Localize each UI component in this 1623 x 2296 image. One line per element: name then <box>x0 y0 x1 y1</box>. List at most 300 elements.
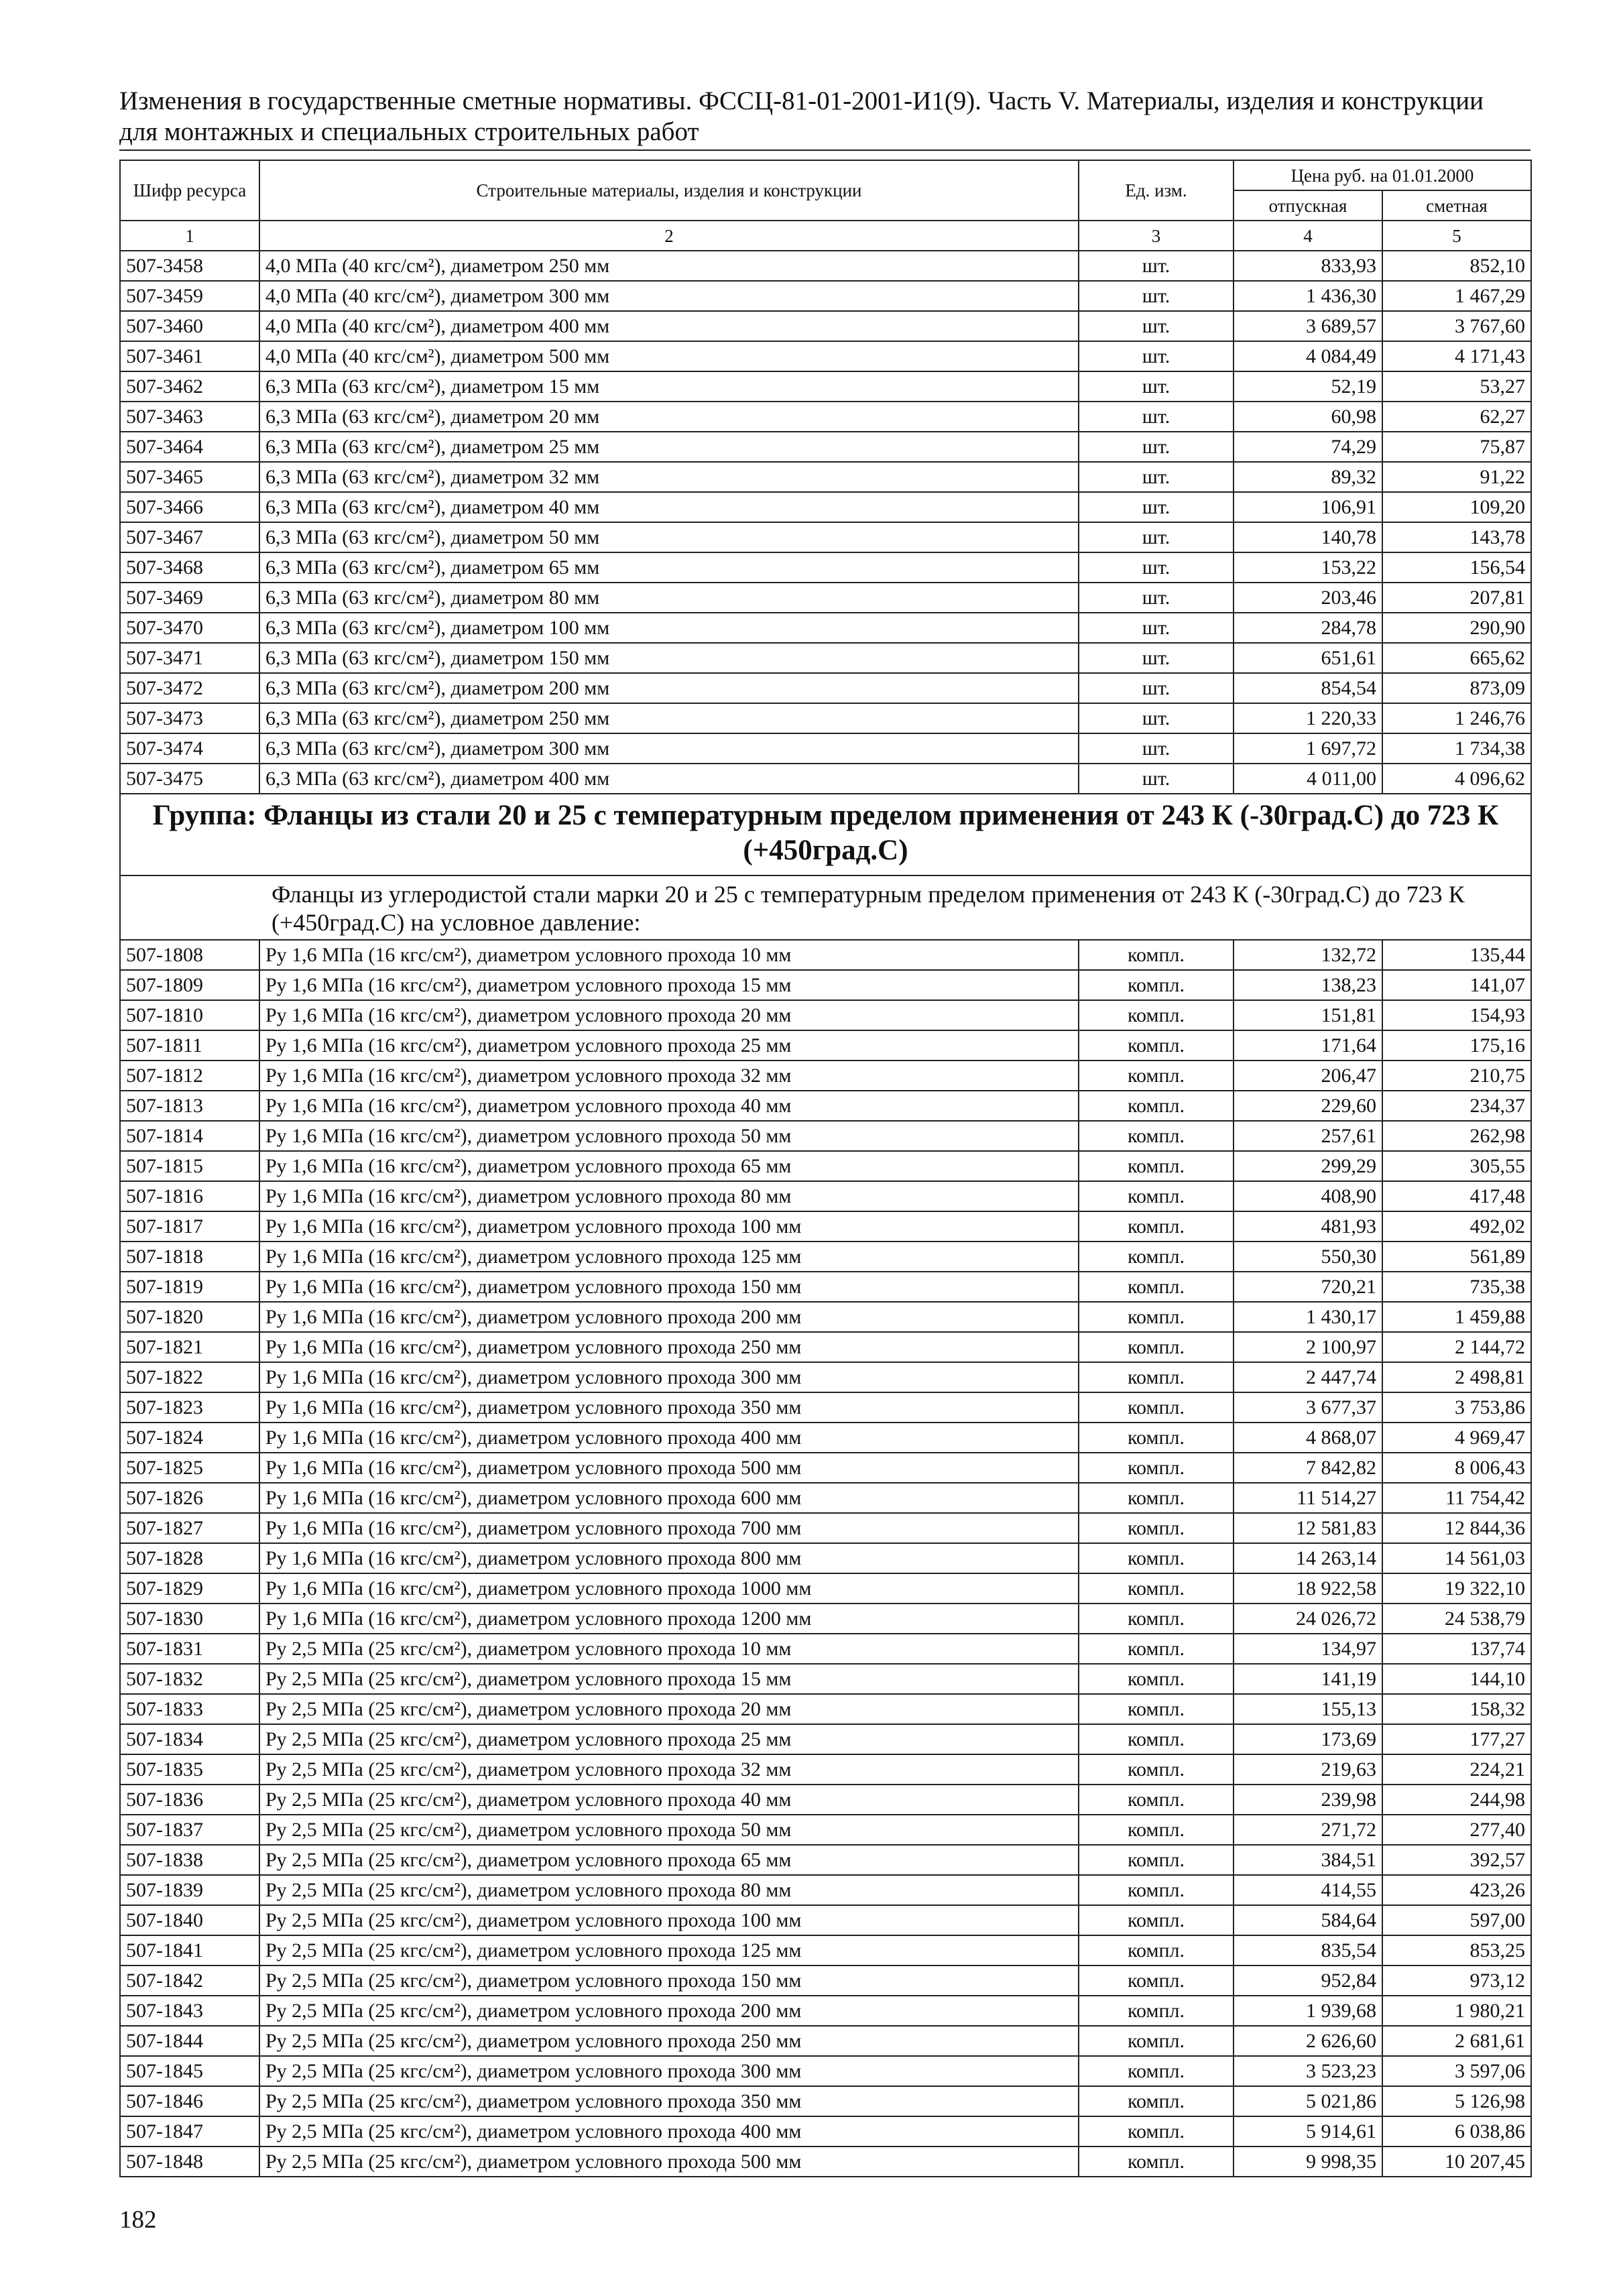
cell-wholesale-price: 4 011,00 <box>1234 764 1382 794</box>
cell-code: 507-1848 <box>120 2147 259 2177</box>
cell-wholesale-price: 4 084,49 <box>1234 341 1382 371</box>
table-row <box>120 1815 1531 1845</box>
table-row <box>120 1966 1531 1996</box>
cell-estimate-price: 19 322,10 <box>1382 1573 1531 1604</box>
cell-code: 507-1819 <box>120 1272 259 1302</box>
table-row <box>120 1664 1531 1694</box>
cell-code: 507-1830 <box>120 1604 259 1634</box>
cell-estimate-price: 597,00 <box>1382 1905 1531 1935</box>
cell-unit: шт. <box>1079 492 1234 522</box>
cell-wholesale-price: 18 922,58 <box>1234 1573 1382 1604</box>
cell-code: 507-3471 <box>120 643 259 673</box>
cell-unit: компл. <box>1079 1905 1234 1935</box>
table-row <box>120 1875 1531 1905</box>
table-row <box>120 1121 1531 1151</box>
table-row <box>120 1573 1531 1604</box>
group-section <box>120 794 1531 940</box>
cell-unit: компл. <box>1079 2056 1234 2086</box>
cell-wholesale-price: 229,60 <box>1234 1091 1382 1121</box>
cell-unit: компл. <box>1079 1000 1234 1030</box>
cell-wholesale-price: 2 447,74 <box>1234 1362 1382 1392</box>
cell-wholesale-price: 219,63 <box>1234 1754 1382 1785</box>
cell-unit: компл. <box>1079 1030 1234 1061</box>
cell-name: 6,3 МПа (63 кгс/см²), диаметром 300 мм <box>259 733 1079 764</box>
cell-code: 507-1823 <box>120 1392 259 1423</box>
table-row <box>120 703 1531 733</box>
cell-unit: компл. <box>1079 1483 1234 1513</box>
table-row <box>120 402 1531 432</box>
cell-name: 6,3 МПа (63 кгс/см²), диаметром 50 мм <box>259 522 1079 552</box>
cell-name: Ру 2,5 МПа (25 кгс/см²), диаметром условного прохода 400 мм <box>259 2116 1079 2147</box>
table-row <box>120 970 1531 1000</box>
cell-name: Ру 1,6 МПа (16 кгс/см²), диаметром условного прохода 1000 мм <box>259 1573 1079 1604</box>
cell-unit: компл. <box>1079 970 1234 1000</box>
cell-wholesale-price: 24 026,72 <box>1234 1604 1382 1634</box>
column-number: 1 <box>120 221 259 251</box>
cell-code: 507-3466 <box>120 492 259 522</box>
cell-estimate-price: 175,16 <box>1382 1030 1531 1061</box>
cell-name: Ру 2,5 МПа (25 кгс/см²), диаметром условного прохода 300 мм <box>259 2056 1079 2086</box>
cell-estimate-price: 143,78 <box>1382 522 1531 552</box>
cell-code: 507-1834 <box>120 1724 259 1754</box>
cell-wholesale-price: 550,30 <box>1234 1242 1382 1272</box>
column-header-name: Строительные материалы, изделия и конструкции <box>259 160 1079 221</box>
cell-estimate-price: 24 538,79 <box>1382 1604 1531 1634</box>
table-row <box>120 1483 1531 1513</box>
cell-name: 6,3 МПа (63 кгс/см²), диаметром 80 мм <box>259 583 1079 613</box>
cell-estimate-price: 10 207,45 <box>1382 2147 1531 2177</box>
cell-estimate-price: 11 754,42 <box>1382 1483 1531 1513</box>
cell-name: 6,3 МПа (63 кгс/см²), диаметром 400 мм <box>259 764 1079 794</box>
cell-name: Ру 1,6 МПа (16 кгс/см²), диаметром условного прохода 65 мм <box>259 1151 1079 1181</box>
cell-code: 507-1822 <box>120 1362 259 1392</box>
cell-unit: компл. <box>1079 1242 1234 1272</box>
cell-estimate-price: 177,27 <box>1382 1724 1531 1754</box>
cell-code: 507-1844 <box>120 2026 259 2056</box>
cell-estimate-price: 141,07 <box>1382 970 1531 1000</box>
cell-wholesale-price: 132,72 <box>1234 940 1382 970</box>
table-row <box>120 1423 1531 1453</box>
cell-estimate-price: 244,98 <box>1382 1785 1531 1815</box>
cell-unit: шт. <box>1079 402 1234 432</box>
cell-unit: компл. <box>1079 1392 1234 1423</box>
cell-unit: компл. <box>1079 1061 1234 1091</box>
cell-wholesale-price: 141,19 <box>1234 1664 1382 1694</box>
cell-unit: компл. <box>1079 1543 1234 1573</box>
cell-unit: компл. <box>1079 1875 1234 1905</box>
column-number: 5 <box>1382 221 1531 251</box>
cell-code: 507-1831 <box>120 1634 259 1664</box>
cell-unit: компл. <box>1079 1423 1234 1453</box>
cell-code: 507-1838 <box>120 1845 259 1875</box>
table-row <box>120 1453 1531 1483</box>
cell-estimate-price: 423,26 <box>1382 1875 1531 1905</box>
cell-estimate-price: 210,75 <box>1382 1061 1531 1091</box>
cell-name: Ру 1,6 МПа (16 кгс/см²), диаметром условного прохода 40 мм <box>259 1091 1079 1121</box>
cell-unit: компл. <box>1079 1845 1234 1875</box>
cell-code: 507-1843 <box>120 1996 259 2026</box>
cell-estimate-price: 392,57 <box>1382 1845 1531 1875</box>
cell-wholesale-price: 2 626,60 <box>1234 2026 1382 2056</box>
cell-code: 507-1812 <box>120 1061 259 1091</box>
cell-name: 6,3 МПа (63 кгс/см²), диаметром 250 мм <box>259 703 1079 733</box>
cell-unit: компл. <box>1079 1694 1234 1724</box>
cell-code: 507-3475 <box>120 764 259 794</box>
cell-name: Ру 1,6 МПа (16 кгс/см²), диаметром условного прохода 150 мм <box>259 1272 1079 1302</box>
table-row <box>120 583 1531 613</box>
cell-estimate-price: 12 844,36 <box>1382 1513 1531 1543</box>
cell-code: 507-1840 <box>120 1905 259 1935</box>
cell-unit: компл. <box>1079 1634 1234 1664</box>
cell-unit: компл. <box>1079 1966 1234 1996</box>
cell-wholesale-price: 833,93 <box>1234 251 1382 281</box>
cell-code: 507-3472 <box>120 673 259 703</box>
cell-estimate-price: 234,37 <box>1382 1091 1531 1121</box>
cell-name: Ру 2,5 МПа (25 кгс/см²), диаметром условного прохода 80 мм <box>259 1875 1079 1905</box>
cell-unit: шт. <box>1079 673 1234 703</box>
cell-name: Ру 1,6 МПа (16 кгс/см²), диаметром условного прохода 125 мм <box>259 1242 1079 1272</box>
cell-wholesale-price: 239,98 <box>1234 1785 1382 1815</box>
cell-wholesale-price: 52,19 <box>1234 371 1382 402</box>
cell-estimate-price: 156,54 <box>1382 552 1531 583</box>
cell-unit: шт. <box>1079 341 1234 371</box>
cell-code: 507-3460 <box>120 311 259 341</box>
cell-name: Ру 1,6 МПа (16 кгс/см²), диаметром условного прохода 1200 мм <box>259 1604 1079 1634</box>
page-number: 182 <box>119 2206 157 2234</box>
table-row <box>120 492 1531 522</box>
cell-name: Ру 1,6 МПа (16 кгс/см²), диаметром условного прохода 32 мм <box>259 1061 1079 1091</box>
cell-code: 507-1827 <box>120 1513 259 1543</box>
cell-code: 507-1814 <box>120 1121 259 1151</box>
cell-unit: шт. <box>1079 432 1234 462</box>
cell-estimate-price: 853,25 <box>1382 1935 1531 1966</box>
cell-wholesale-price: 3 689,57 <box>1234 311 1382 341</box>
cell-estimate-price: 144,10 <box>1382 1664 1531 1694</box>
cell-name: Ру 1,6 МПа (16 кгс/см²), диаметром условного прохода 500 мм <box>259 1453 1079 1483</box>
cell-wholesale-price: 271,72 <box>1234 1815 1382 1845</box>
cell-wholesale-price: 284,78 <box>1234 613 1382 643</box>
cell-unit: компл. <box>1079 1362 1234 1392</box>
table-row <box>120 764 1531 794</box>
cell-name: 4,0 МПа (40 кгс/см²), диаметром 400 мм <box>259 311 1079 341</box>
cell-wholesale-price: 11 514,27 <box>1234 1483 1382 1513</box>
cell-code: 507-1841 <box>120 1935 259 1966</box>
cell-name: Ру 1,6 МПа (16 кгс/см²), диаметром условного прохода 250 мм <box>259 1332 1079 1362</box>
cell-estimate-price: 4 171,43 <box>1382 341 1531 371</box>
cell-wholesale-price: 14 263,14 <box>1234 1543 1382 1573</box>
cell-unit: шт. <box>1079 764 1234 794</box>
cell-name: Ру 2,5 МПа (25 кгс/см²), диаметром условного прохода 40 мм <box>259 1785 1079 1815</box>
cell-unit: компл. <box>1079 1724 1234 1754</box>
cell-code: 507-3467 <box>120 522 259 552</box>
cell-unit: компл. <box>1079 1302 1234 1332</box>
table-row <box>120 613 1531 643</box>
cell-unit: шт. <box>1079 251 1234 281</box>
column-header-estimate: сметная <box>1382 190 1531 221</box>
cell-code: 507-1808 <box>120 940 259 970</box>
table-row <box>120 1513 1531 1543</box>
table-row <box>120 1091 1531 1121</box>
cell-name: Ру 2,5 МПа (25 кгс/см²), диаметром условного прохода 50 мм <box>259 1815 1079 1845</box>
column-number: 4 <box>1234 221 1382 251</box>
cell-unit: компл. <box>1079 1935 1234 1966</box>
cell-code: 507-3468 <box>120 552 259 583</box>
cell-estimate-price: 158,32 <box>1382 1694 1531 1724</box>
table-row <box>120 1272 1531 1302</box>
cell-name: Ру 1,6 МПа (16 кгс/см²), диаметром условного прохода 800 мм <box>259 1543 1079 1573</box>
table-row <box>120 1694 1531 1724</box>
table-row <box>120 1362 1531 1392</box>
cell-wholesale-price: 584,64 <box>1234 1905 1382 1935</box>
cell-name: Ру 2,5 МПа (25 кгс/см²), диаметром условного прохода 65 мм <box>259 1845 1079 1875</box>
cell-estimate-price: 135,44 <box>1382 940 1531 970</box>
cell-wholesale-price: 1 220,33 <box>1234 703 1382 733</box>
cell-unit: компл. <box>1079 2026 1234 2056</box>
table-row <box>120 1935 1531 1966</box>
cell-estimate-price: 262,98 <box>1382 1121 1531 1151</box>
cell-estimate-price: 224,21 <box>1382 1754 1531 1785</box>
cell-unit: компл. <box>1079 1785 1234 1815</box>
cell-unit: шт. <box>1079 552 1234 583</box>
cell-unit: компл. <box>1079 2086 1234 2116</box>
cell-estimate-price: 2 144,72 <box>1382 1332 1531 1362</box>
cell-wholesale-price: 408,90 <box>1234 1181 1382 1211</box>
table-row <box>120 673 1531 703</box>
page-header: Изменения в государственные сметные нормативы. ФССЦ-81-01-2001-И1(9). Часть V. Материалы, изделия и конструкции для монтажных и специальных строительных работ <box>119 86 1484 146</box>
cell-name: Ру 2,5 МПа (25 кгс/см²), диаметром условного прохода 150 мм <box>259 1966 1079 1996</box>
cell-name: Ру 2,5 МПа (25 кгс/см²), диаметром условного прохода 20 мм <box>259 1694 1079 1724</box>
cell-unit: компл. <box>1079 1453 1234 1483</box>
cell-name: Ру 2,5 МПа (25 кгс/см²), диаметром условного прохода 100 мм <box>259 1905 1079 1935</box>
cell-name: Ру 1,6 МПа (16 кгс/см²), диаметром условного прохода 25 мм <box>259 1030 1079 1061</box>
cell-unit: компл. <box>1079 1604 1234 1634</box>
cell-name: Ру 2,5 МПа (25 кгс/см²), диаметром условного прохода 15 мм <box>259 1664 1079 1694</box>
cell-unit: компл. <box>1079 1513 1234 1543</box>
cell-estimate-price: 873,09 <box>1382 673 1531 703</box>
cell-code: 507-1826 <box>120 1483 259 1513</box>
cell-code: 507-1825 <box>120 1453 259 1483</box>
cell-estimate-price: 137,74 <box>1382 1634 1531 1664</box>
cell-name: Ру 1,6 МПа (16 кгс/см²), диаметром условного прохода 10 мм <box>259 940 1079 970</box>
cell-unit: компл. <box>1079 2116 1234 2147</box>
cell-name: 6,3 МПа (63 кгс/см²), диаметром 20 мм <box>259 402 1079 432</box>
cell-name: 6,3 МПа (63 кгс/см²), диаметром 32 мм <box>259 462 1079 492</box>
cell-name: Ру 2,5 МПа (25 кгс/см²), диаметром условного прохода 200 мм <box>259 1996 1079 2026</box>
cell-estimate-price: 3 753,86 <box>1382 1392 1531 1423</box>
cell-wholesale-price: 106,91 <box>1234 492 1382 522</box>
cell-wholesale-price: 134,97 <box>1234 1634 1382 1664</box>
cell-name: Ру 2,5 МПа (25 кгс/см²), диаметром условного прохода 250 мм <box>259 2026 1079 2056</box>
cell-unit: шт. <box>1079 311 1234 341</box>
cell-code: 507-1836 <box>120 1785 259 1815</box>
cell-code: 507-1847 <box>120 2116 259 2147</box>
table-row <box>120 251 1531 281</box>
cell-code: 507-1813 <box>120 1091 259 1121</box>
cell-name: Ру 2,5 МПа (25 кгс/см²), диаметром условного прохода 10 мм <box>259 1634 1079 1664</box>
cell-wholesale-price: 1 697,72 <box>1234 733 1382 764</box>
cell-code: 507-1817 <box>120 1211 259 1242</box>
table-row <box>120 341 1531 371</box>
table-row <box>120 1754 1531 1785</box>
table-row <box>120 432 1531 462</box>
cell-unit: шт. <box>1079 522 1234 552</box>
cell-code: 507-1818 <box>120 1242 259 1272</box>
cell-estimate-price: 561,89 <box>1382 1242 1531 1272</box>
cell-unit: шт. <box>1079 703 1234 733</box>
cell-estimate-price: 207,81 <box>1382 583 1531 613</box>
cell-estimate-price: 91,22 <box>1382 462 1531 492</box>
cell-wholesale-price: 3 677,37 <box>1234 1392 1382 1423</box>
cell-estimate-price: 6 038,86 <box>1382 2116 1531 2147</box>
column-number: 2 <box>259 221 1079 251</box>
cell-unit: шт. <box>1079 583 1234 613</box>
cell-estimate-price: 1 734,38 <box>1382 733 1531 764</box>
cell-estimate-price: 665,62 <box>1382 643 1531 673</box>
cell-wholesale-price: 206,47 <box>1234 1061 1382 1091</box>
cell-name: Ру 1,6 МПа (16 кгс/см²), диаметром условного прохода 100 мм <box>259 1211 1079 1242</box>
cell-code: 507-3462 <box>120 371 259 402</box>
cell-wholesale-price: 481,93 <box>1234 1211 1382 1242</box>
cell-wholesale-price: 153,22 <box>1234 552 1382 583</box>
cell-estimate-price: 53,27 <box>1382 371 1531 402</box>
cell-wholesale-price: 835,54 <box>1234 1935 1382 1966</box>
cell-name: 4,0 МПа (40 кгс/см²), диаметром 250 мм <box>259 251 1079 281</box>
cell-estimate-price: 2 498,81 <box>1382 1362 1531 1392</box>
cell-wholesale-price: 155,13 <box>1234 1694 1382 1724</box>
cell-name: Ру 1,6 МПа (16 кгс/см²), диаметром условного прохода 80 мм <box>259 1181 1079 1211</box>
table-row <box>120 1604 1531 1634</box>
table-row <box>120 371 1531 402</box>
table-row <box>120 643 1531 673</box>
cell-estimate-price: 1 980,21 <box>1382 1996 1531 2026</box>
column-header-unit: Ед. изм. <box>1079 160 1234 221</box>
column-header-price: Цена руб. на 01.01.2000 <box>1234 160 1531 190</box>
cell-wholesale-price: 12 581,83 <box>1234 1513 1382 1543</box>
cell-code: 507-1829 <box>120 1573 259 1604</box>
table-body-valves <box>120 251 1531 794</box>
table-row <box>120 1392 1531 1423</box>
cell-code: 507-1833 <box>120 1694 259 1724</box>
table-row <box>120 1845 1531 1875</box>
cell-name: 6,3 МПа (63 кгс/см²), диаметром 25 мм <box>259 432 1079 462</box>
cell-estimate-price: 973,12 <box>1382 1966 1531 1996</box>
cell-name: Ру 1,6 МПа (16 кгс/см²), диаметром условного прохода 20 мм <box>259 1000 1079 1030</box>
cell-code: 507-3459 <box>120 281 259 311</box>
cell-unit: компл. <box>1079 2147 1234 2177</box>
cell-code: 507-1842 <box>120 1966 259 1996</box>
cell-name: Ру 2,5 МПа (25 кгс/см²), диаметром условного прохода 25 мм <box>259 1724 1079 1754</box>
cell-wholesale-price: 138,23 <box>1234 970 1382 1000</box>
cell-estimate-price: 290,90 <box>1382 613 1531 643</box>
cell-estimate-price: 154,93 <box>1382 1000 1531 1030</box>
cell-estimate-price: 305,55 <box>1382 1151 1531 1181</box>
table-row <box>120 1211 1531 1242</box>
cell-wholesale-price: 1 939,68 <box>1234 1996 1382 2026</box>
table-row <box>120 1181 1531 1211</box>
cell-name: Ру 2,5 МПа (25 кгс/см²), диаметром условного прохода 350 мм <box>259 2086 1079 2116</box>
cell-unit: компл. <box>1079 1272 1234 1302</box>
table-row <box>120 1332 1531 1362</box>
table-row <box>120 311 1531 341</box>
cell-unit: шт. <box>1079 733 1234 764</box>
column-header-wholesale: отпускная <box>1234 190 1382 221</box>
cell-name: 6,3 МПа (63 кгс/см²), диаметром 150 мм <box>259 643 1079 673</box>
cell-wholesale-price: 171,64 <box>1234 1030 1382 1061</box>
cell-name: Ру 1,6 МПа (16 кгс/см²), диаметром условного прохода 350 мм <box>259 1392 1079 1423</box>
table-row <box>120 1242 1531 1272</box>
cell-estimate-price: 1 246,76 <box>1382 703 1531 733</box>
cell-unit: компл. <box>1079 1181 1234 1211</box>
table-body-flanges <box>120 940 1531 2177</box>
header-rule <box>119 149 1530 151</box>
cell-wholesale-price: 203,46 <box>1234 583 1382 613</box>
cell-wholesale-price: 414,55 <box>1234 1875 1382 1905</box>
cell-wholesale-price: 9 998,35 <box>1234 2147 1382 2177</box>
cell-code: 507-1845 <box>120 2056 259 2086</box>
cell-code: 507-1815 <box>120 1151 259 1181</box>
cell-estimate-price: 8 006,43 <box>1382 1453 1531 1483</box>
table-row <box>120 1151 1531 1181</box>
cell-estimate-price: 277,40 <box>1382 1815 1531 1845</box>
cell-code: 507-3473 <box>120 703 259 733</box>
cell-name: Ру 2,5 МПа (25 кгс/см²), диаметром условного прохода 32 мм <box>259 1754 1079 1785</box>
table-row <box>120 2086 1531 2116</box>
cell-name: Ру 1,6 МПа (16 кгс/см²), диаметром условного прохода 200 мм <box>259 1302 1079 1332</box>
cell-name: 6,3 МПа (63 кгс/см²), диаметром 40 мм <box>259 492 1079 522</box>
cell-estimate-price: 2 681,61 <box>1382 2026 1531 2056</box>
cell-estimate-price: 4 969,47 <box>1382 1423 1531 1453</box>
cell-wholesale-price: 952,84 <box>1234 1966 1382 1996</box>
cell-name: 6,3 МПа (63 кгс/см²), диаметром 65 мм <box>259 552 1079 583</box>
cell-unit: компл. <box>1079 1151 1234 1181</box>
group-title: Группа: Фланцы из стали 20 и 25 с температурным пределом применения от 243 К (-30град.С) до 723 К (+450град.С) <box>120 794 1531 875</box>
table-row <box>120 1302 1531 1332</box>
cell-wholesale-price: 384,51 <box>1234 1845 1382 1875</box>
cell-wholesale-price: 299,29 <box>1234 1151 1382 1181</box>
cell-estimate-price: 3 767,60 <box>1382 311 1531 341</box>
cell-unit: шт. <box>1079 281 1234 311</box>
cell-code: 507-3469 <box>120 583 259 613</box>
cell-estimate-price: 1 467,29 <box>1382 281 1531 311</box>
cell-code: 507-1835 <box>120 1754 259 1785</box>
cell-unit: компл. <box>1079 1996 1234 2026</box>
cell-estimate-price: 109,20 <box>1382 492 1531 522</box>
cell-wholesale-price: 854,54 <box>1234 673 1382 703</box>
cell-code: 507-1820 <box>120 1302 259 1332</box>
cell-code: 507-1832 <box>120 1664 259 1694</box>
cell-code: 507-1837 <box>120 1815 259 1845</box>
table-row <box>120 1905 1531 1935</box>
cell-name: Ру 1,6 МПа (16 кгс/см²), диаметром условного прохода 15 мм <box>259 970 1079 1000</box>
cell-estimate-price: 492,02 <box>1382 1211 1531 1242</box>
cell-name: Ру 1,6 МПа (16 кгс/см²), диаметром условного прохода 600 мм <box>259 1483 1079 1513</box>
table-row <box>120 462 1531 492</box>
cell-name: 6,3 МПа (63 кгс/см²), диаметром 100 мм <box>259 613 1079 643</box>
cell-wholesale-price: 720,21 <box>1234 1272 1382 1302</box>
cell-estimate-price: 5 126,98 <box>1382 2086 1531 2116</box>
cell-estimate-price: 417,48 <box>1382 1181 1531 1211</box>
cell-unit: компл. <box>1079 1573 1234 1604</box>
table-row <box>120 522 1531 552</box>
cell-wholesale-price: 60,98 <box>1234 402 1382 432</box>
column-number: 3 <box>1079 221 1234 251</box>
cell-estimate-price: 75,87 <box>1382 432 1531 462</box>
cell-unit: шт. <box>1079 613 1234 643</box>
column-header-code: Шифр ресурса <box>120 160 259 221</box>
cell-name: 6,3 МПа (63 кгс/см²), диаметром 15 мм <box>259 371 1079 402</box>
cell-unit: компл. <box>1079 1332 1234 1362</box>
cell-wholesale-price: 74,29 <box>1234 432 1382 462</box>
